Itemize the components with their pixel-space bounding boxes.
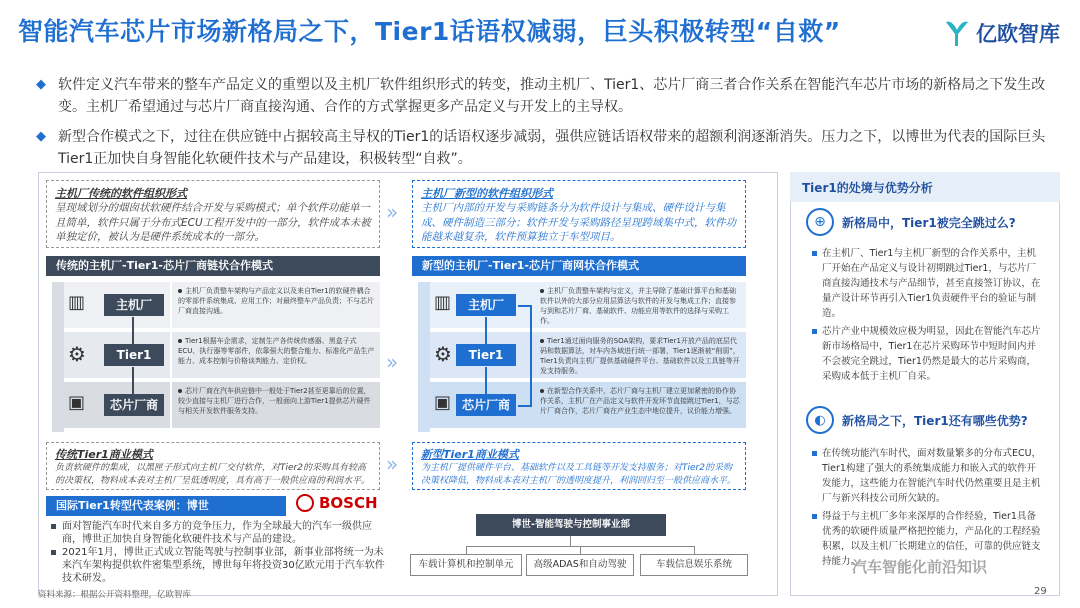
label-oem: 主机厂 [456,294,516,316]
chevron-right-icon: » [386,200,399,224]
bosch-logo: BOSCH [296,494,378,512]
new-org-box [412,180,746,248]
question-2: 新格局之下，Tier1还有哪些优势? [842,414,1028,428]
watermark: 汽车智能化前沿知识 [852,558,988,576]
old-biz-box [46,442,380,490]
label-chip: 芯片厂商 [456,394,516,416]
label-tier1: Tier1 [104,344,164,366]
company-logo [944,16,1064,50]
arrow-line [485,367,487,394]
answer-point: 得益于与主机厂多年来深厚的合作经验，Tier1具备优秀的软硬件质量严格把控能力，产品化的工程经验积累，以及主机厂长期建立的信任，可靠的供应链支持能力。 [812,509,1044,569]
org-top: 博世-智能驾驶与控制事业部 [476,514,666,536]
label-chip: 芯片厂商 [104,394,164,416]
answer-point: 在传统功能汽车时代，面对数量繁多的分布式ECU，Tier1构建了强大的系统集成能力和嵌入式的软件开发能力，这些能力在智能汽车时代仍然重要且是主机厂与新兴科技公司所欠缺的。 [812,446,1044,506]
chip-icon: ▣ [434,392,452,413]
arrow-line [132,367,134,394]
old-org-box [46,180,380,248]
page-title: 智能汽车芯片市场新格局之下，Tier1话语权减弱，巨头积极转型“自救” [18,17,841,46]
new-chain-title: 新型的主机厂-Tier1-芯片厂商网状合作模式 [412,256,746,276]
question-1: 新格局中，Tier1被完全跳过么? [842,216,1016,230]
case-points [50,520,385,585]
answer-point: 在主机厂、Tier1与主机厂新型的合作关系中，主机厂开始在产品定义与设计初期跳过Tier1，与芯片厂商直接沟通技术与产品细节，甚至直接签订协议，在量产设计环节再引入Tier1负责硬件平台的验证与制造。 [812,246,1044,321]
chart-icon: ◐ [806,406,834,434]
arrow-line [485,317,487,344]
old-desc-chip: 芯片厂商在汽车供应链中一般处于Tier2甚至更靠后的位置，较少直接与主机厂进行合作，一般面向上游Tier1提供芯片硬件与相关开发软件服务支持。 [178,387,371,415]
chip-icon: ▣ [68,392,86,413]
new-desc-tier1: Tier1通过面向服务的SOA架构，要求Tier1开放产品的底层代码和数据算法，对车内各域进行统一部署，Tier1逐渐被“削弱”，Tier1负责向主机厂提供基础硬件平台、基础软件以及工具链等开发支持服务。 [540,337,740,375]
old-chain-diagram [46,280,380,436]
new-biz-head: 新型Tier1商业模式 [421,448,519,461]
chevron-right-icon: » [386,350,399,374]
new-biz-box [412,442,746,490]
source-note: 资料来源：根据公开资料整理，亿欧智库 [38,590,192,600]
org-item: 高级ADAS和自动驾驶 [526,554,634,576]
new-chain-diagram [412,280,746,436]
label-tier1: Tier1 [456,344,516,366]
old-biz-body: 负责软硬件的集成，以黑匣子形式向主机厂交付软件，对Tier2的采购具有较高的决策权，物料成本表对主机厂呈低透明度，具有高于一般供应商的利润水平。 [55,463,371,486]
answer-2 [812,446,1044,572]
building-icon: ▥ [434,292,452,313]
right-panel-title: Tier1的处境与优势分析 [790,172,1060,202]
case-point: 面对智能汽车时代来自多方的竞争压力，作为全球最大的汽车一级供应商，博世正加快自身智能化软硬件技术与产品的建设。 [50,520,385,546]
old-desc-tier1: Tier1根据车企需求，定制生产各传统传感器、黑盒子式ECU、执行器等零部件，依靠强大的整合能力、标准化产品生产能力、成本控制与价格谈判能力、定价权。 [178,337,375,365]
arrow-line [132,317,134,344]
new-org-body: 主机厂内部的开发与采购链条分为软件设计与集成、硬件设计与集成、硬件制造三部分；软件开发与采购路径呈现跨域集中式，软件功能越来越复杂，软件预算独立于车型项目。 [421,202,736,243]
bullet-1: ◆ 软件定义汽车带来的整车产品定义的重塑以及主机厂软件组织形式的转变，推动主机厂、Tier1、芯片厂商三者合作关系在智能汽车芯片市场的新格局之下发生改变。主机厂希望通过与芯片厂商直接沟通、合作的方式掌握更多产品定义与开发上的主导权。 [58,74,1058,118]
old-chain-title: 传统的主机厂-Tier1-芯片厂商链状合作模式 [46,256,380,276]
answer-1 [812,246,1044,387]
bullet-2: ◆ 新型合作模式之下，过往在供应链中占据较高主导权的Tier1的话语权逐步减弱，强供应链话语权带来的超额利润逐渐消失。压力之下，以博世为代表的国际巨头Tier1正加快自身智能化软硬件技术与产品建设，积极转型“自救”。 [58,126,1058,170]
new-biz-body: 为主机厂提供硬件平台、基础软件以及工具链等开发支持服务；对Tier2的采购决策权降低，物料成本表对主机厂的透明度提升，利润回归至一般供应商水平。 [421,463,737,486]
case-title: 国际Tier1转型代表案例：博世 [46,496,286,516]
diamond-icon: ◆ [36,129,46,144]
answer-point: 芯片产业中规模效应极为明显，因此在智能汽车芯片新市场格局中，Tier1在芯片采购环节中短时间内并不会被完全跳过，Tier1仍然是最大的芯片采购商，采购成本低于主机厂自采。 [812,324,1044,384]
case-point: 2021年1月，博世正式成立智能驾驶与控制事业部，新事业部将统一为未来汽车架构提供软件密集型系统，博世每年将投资30亿欧元用于汽车软件技术研发。 [50,546,385,585]
network-icon: ⊕ [806,208,834,236]
chevron-right-icon: » [386,452,399,476]
bypass-arrow [530,305,532,405]
bosch-icon [296,494,314,512]
number-decoration [52,282,64,432]
logo-text: 亿欧智库 [976,22,1060,46]
page-number: 29 [1034,586,1047,597]
new-org-head: 主机厂新型的软件组织形式 [421,187,553,200]
logo-icon [944,18,970,48]
diamond-icon: ◆ [36,77,46,92]
old-org-head: 主机厂传统的软件组织形式 [55,187,187,200]
old-desc-oem: 主机厂负责整车架构与产品定义以及来自Tier1的软硬件耦合的零部件系统集成、应用工作；对最终整车产品负责；不与芯片厂商直接沟通。 [178,287,374,315]
gear-car-icon: ⚙ [68,342,86,366]
new-desc-oem: 主机厂负责整车架构与定义，并主导除了基础计算平台和基础软件以外的大部分应用层算法与软件的开发与集成工作；直接参与到和芯片厂商、基础软件、功能应用等软件的选择与采购工作。 [540,287,736,325]
building-icon: ▥ [68,292,86,313]
label-oem: 主机厂 [104,294,164,316]
old-org-body: 呈现域划分的烟囱状软硬件结合开发与采购模式；单个软件功能单一且简单，软件只属于分布式ECU工程开发中的一部分，软件成本未被单独定价，被认为是硬件系统成本的一部分。 [55,202,371,243]
new-desc-chip: 在新型合作关系中，芯片厂商与主机厂建立更加紧密的协作协作关系，主机厂在产品定义与软件开发环节直接跳过Tier1，与芯片厂商合作，芯片厂商在产业生态中地位提升，议价能力增强。 [540,387,740,415]
old-biz-head: 传统Tier1商业模式 [55,448,153,461]
org-item: 车载信息娱乐系统 [640,554,748,576]
org-item: 车载计算机和控制单元 [410,554,522,576]
gear-car-icon: ⚙ [434,342,452,366]
